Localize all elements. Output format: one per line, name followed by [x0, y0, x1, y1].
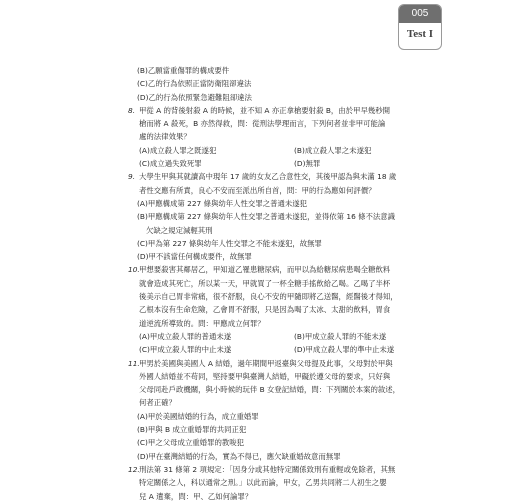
question-text: 父母同赴戶政機關，與小時候的玩伴 B 女登記結婚，問：下列關於本案的敘述， [139, 385, 401, 395]
option-c: (C)成立過失致死罪 [139, 159, 202, 169]
question-text: 甲男於美國與美國人 A 結婚，過年期間甲返臺與父母提及此事，父母對於甲與 [139, 358, 393, 368]
option-c: (C)甲之父母成立重婚罪的教唆犯 [137, 438, 245, 448]
question-text: 槍而將 A 殺死，B 亦然得救，問：從刑法學理而言，下列何者並非甲可能論 [139, 119, 386, 129]
question-12 [128, 463, 450, 503]
question-text: 兒 A 遺棄，問：甲、乙如何論罪？ [139, 491, 253, 501]
question-text: 處的法律效果？ [139, 132, 191, 142]
question-8 [128, 104, 450, 144]
question-10 [128, 263, 450, 329]
option-row [128, 343, 450, 356]
option-c: (C)甲為第 227 條與幼年人性交罪之不能未遂犯，故無罪 [137, 238, 322, 248]
question-9 [128, 170, 450, 197]
option-row [128, 157, 450, 170]
page-number: 005 [399, 5, 441, 23]
test-label: Test I [406, 28, 434, 40]
question-text: 者性交應有所責，良心不安而至派出所自首，問：甲的行為應如何評價？ [139, 185, 376, 195]
question-text: 乙根本沒有生命危險，乙會胃不舒服，只是因為喝了太冰、太甜的飲料，胃食 [139, 305, 391, 315]
option-d: (D)甲不該當任何構成要件，故無罪 [137, 252, 252, 262]
question-text: 大學生甲與其就讀高中現年 17 歲的女友乙合意性交，其後甲認為與未滿 18 歲 [139, 172, 397, 182]
page-number-tab [398, 4, 442, 50]
question-number: 8. [128, 105, 136, 115]
option-a: (A)甲成立殺人罪的普通未遂 [139, 331, 232, 341]
question-text: 道逆流所導致的。問：甲應成立何罪？ [139, 318, 265, 328]
option-row [128, 144, 450, 157]
option-line: (D)乙的行為依照緊急避難阻卻違法 [137, 92, 252, 102]
option-b: (B)甲應構成第 227 條與幼年人性交罪之普通未遂犯，並得依第 16 條不法意識 [137, 212, 396, 222]
option-row [128, 330, 450, 343]
option-line: (C)乙的行為依照正當防衛阻卻違法 [137, 79, 252, 89]
question-number: 12. [128, 464, 140, 474]
question-number: 11. [128, 358, 140, 368]
question-number: 9. [128, 172, 136, 182]
option-d: (D)無罪 [294, 159, 321, 169]
question-text: 外國人結婚並不苟同，堅持要甲與臺灣人結婚，甲礙於遵父母的要求，只好與 [139, 371, 391, 381]
option-b: (B)甲與 B 成立重婚罪的共同正犯 [137, 425, 247, 435]
question-text: 甲想要殺害其鄰居乙，甲知道乙罹患糖尿病，而甲以為給糖尿病患喝全糖飲料 [139, 265, 391, 275]
question-text: 何者正確？ [139, 398, 176, 408]
option-a: (A)成立殺人罪之既遂犯 [139, 145, 217, 155]
question-text: 特定關係之人，科以通常之刑。」以此而論，甲女，乙男共同將二人初生之嬰 [139, 478, 387, 488]
option-b: (B)成立殺人罪之未遂犯 [294, 145, 372, 155]
option-b: (B)甲成立殺人罪的不能未遂 [294, 331, 387, 341]
question-11 [128, 357, 450, 410]
question-text: 後美示自己胃非常痛，很不舒服，良心不安的甲隨即將乙送醫，經醫後才得知， [139, 292, 398, 302]
option-line: (B)乙願當重傷罪的構成要件 [137, 66, 230, 75]
question-text: 刑法第 31 條第 2 項規定：「因身分或其他特定關係致刑有重輕或免除者，其無 [139, 464, 396, 474]
question-text: 就會造成其死亡，所以某一天，甲就買了一杯全糖手搖飲給乙喝。乙喝了半杯 [139, 278, 391, 288]
question-text: 甲從 A 的背後射殺 A 的時候，並不知 A 亦正拿槍要射殺 B，由於甲早幾秒開 [139, 105, 391, 115]
option-d: (D)甲成立殺人罪的準中止未遂 [294, 345, 395, 355]
question-number: 10. [128, 265, 140, 275]
exam-content [128, 64, 450, 503]
option-c: (C)甲成立殺人罪的中止未遂 [139, 345, 232, 355]
option-d: (D)甲在臺灣結婚的行為，實為不得已，應欠缺重婚故意而無罪 [137, 451, 341, 461]
option-a: (A)甲應構成第 227 條與幼年人性交罪之普通未遂犯 [137, 198, 308, 208]
option-b-continued: 欠缺之規定減輕其刑 [146, 225, 213, 235]
option-a: (A)甲於美國結婚的行為，成立重婚罪 [137, 411, 259, 421]
